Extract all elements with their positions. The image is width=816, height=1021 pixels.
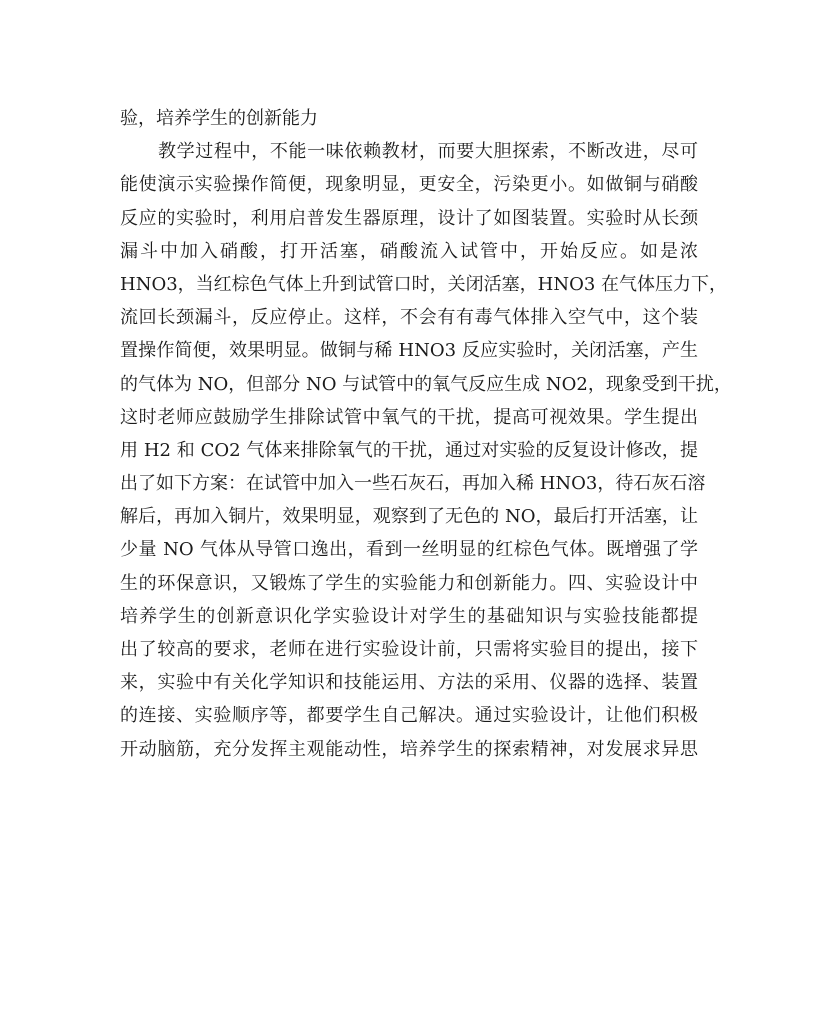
text-line: 的气体为 NO，但部分 NO 与试管中的氧气反应生成 NO2，现象受到干扰，	[120, 373, 732, 395]
text-line: 培养学生的创新意识化学实验设计对学生的基础知识与实验技能都提	[120, 605, 698, 627]
text-line: 用 H2 和 CO2 气体来排除氧气的干扰，通过对实验的反复设计修改，提	[120, 439, 698, 461]
text-line: 来，实验中有关化学知识和技能运用、方法的采用、仪器的选择、装置	[120, 672, 698, 694]
text-line: 教学过程中，不能一味依赖教材，而要大胆探索，不断改进，尽可	[158, 141, 698, 163]
text-line: 验，培养学生的创新能力	[120, 108, 318, 129]
text-line: 反应的实验时，利用启普发生器原理，设计了如图装置。实验时从长颈	[120, 207, 698, 229]
text-line: 流回长颈漏斗，反应停止。这样，不会有有毒气体排入空气中，这个装	[120, 307, 698, 329]
text-line: 置操作简便，效果明显。做铜与稀 HNO3 反应实验时，关闭活塞，产生	[120, 340, 698, 362]
text-line: 出了较高的要求，老师在进行实验设计前，只需将实验目的提出，接下	[120, 639, 698, 660]
text-line: HNO3，当红棕色气体上升到试管口时，关闭活塞，HNO3 在气体压力下，	[120, 273, 728, 295]
text-line: 的连接、实验顺序等，都要学生自己解决。通过实验设计，让他们积极	[120, 705, 698, 727]
text-line: 漏斗中加入硝酸，打开活塞，硝酸流入试管中，开始反应。如是浓	[120, 240, 698, 262]
text-line: 生的环保意识，又锻炼了学生的实验能力和创新能力。四、实验设计中	[120, 572, 698, 594]
text-line: 这时老师应鼓励学生排除试管中氧气的干扰，提高可视效果。学生提出	[120, 406, 698, 428]
document-body	[120, 102, 732, 766]
text-line: 解后，再加入铜片，效果明显，观察到了无色的 NO，最后打开活塞，让	[120, 506, 698, 528]
text-line: 开动脑筋，充分发挥主观能动性，培养学生的探索精神，对发展求异思	[120, 738, 698, 760]
text-line: 出了如下方案：在试管中加入一些石灰石，再加入稀 HNO3，待石灰石溶	[120, 473, 706, 495]
text-line: 少量 NO 气体从导管口逸出，看到一丝明显的红棕色气体。既增强了学	[120, 539, 698, 561]
text-line: 能使演示实验操作简便，现象明显，更安全，污染更小。如做铜与硝酸	[120, 174, 698, 196]
